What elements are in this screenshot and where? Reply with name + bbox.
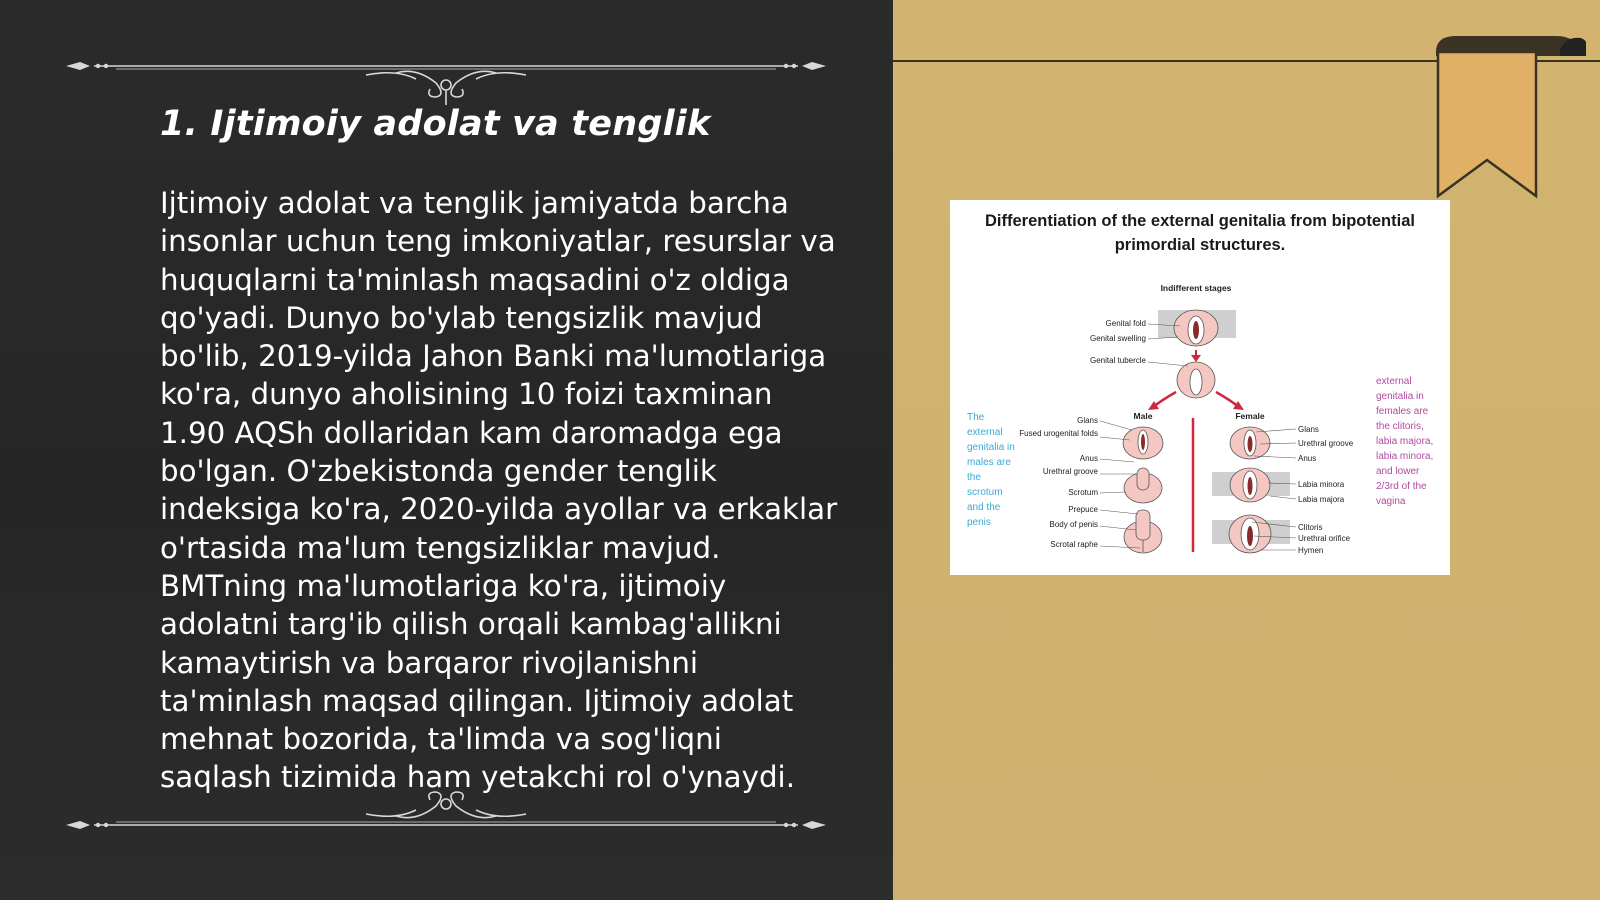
- female-label-urethral-groove: Urethral groove: [1298, 439, 1354, 448]
- male-label-fused-folds: Fused urogenital folds: [1019, 429, 1098, 438]
- stage-label: Indifferent stages: [1160, 283, 1232, 293]
- female-stage-drawings: [1212, 427, 1290, 553]
- label-genital-swelling: Genital swelling: [1089, 334, 1146, 343]
- female-label-hymen: Hymen: [1298, 546, 1324, 555]
- male-label-body-of-penis: Body of penis: [1049, 520, 1098, 529]
- slide-title: 1. Ijtimoiy adolat va tenglik: [160, 104, 711, 144]
- male-stage-drawings: [1123, 427, 1163, 553]
- female-heading: Female: [1235, 411, 1265, 421]
- figure-title: Differentiation of the external genitalia from bipotential primordial structures.: [985, 212, 1415, 254]
- label-genital-tubercle: Genital tubercle: [1089, 356, 1146, 365]
- female-label-anus: Anus: [1298, 454, 1317, 463]
- male-heading: Male: [1133, 411, 1153, 421]
- label-genital-fold: Genital fold: [1105, 319, 1146, 328]
- female-label-urethral-orifice: Urethral orifice: [1298, 534, 1351, 543]
- bookmark-ribbon-icon: [1436, 36, 1586, 201]
- female-label-clitoris: Clitoris: [1298, 523, 1323, 532]
- male-label-anus: Anus: [1079, 454, 1098, 463]
- male-label-scrotum: Scrotum: [1068, 488, 1098, 497]
- slide-body-text: Ijtimoiy adolat va tenglik jamiyatda barcha insonlar uchun teng imkoniyatlar, resurslar va huquqlarni ta'minlash maqsadini o'z oldiga qo'yadi. Dunyo bo'ylab tengsizlik mavjud bo'lib, 2019-yilda Jahon Banki ma'lumotlariga ko'ra, dunyo aholisining 10 foizi taxminan 1.90 AQSh dollaridan kam daromadga ega bo'lgan. O'zbekistonda gender tenglik indeksiga ko'ra, 2020-yilda ayollar va erkaklar o'rtasida ma'lum tengsizliklar mavjud. BMTning ma'lumotlariga ko'ra, ijtimoiy adolatni targ'ib qilish orqali kambag'allikni kamaytirish va barqaror rivojlanishni ta'minlash maqsad qilingan. Ijtimoiy adolat mehnat bozorida, ta'limda va sog'liqni saqlash tizimida ham yetakchi rol o'ynaydi.: [160, 186, 838, 795]
- female-label-labia-minora: Labia minora: [1298, 480, 1345, 489]
- female-label-labia-majora: Labia majora: [1298, 495, 1345, 504]
- male-label-scrotal-raphe: Scrotal raphe: [1050, 540, 1098, 549]
- female-label-glans: Glans: [1298, 425, 1319, 434]
- diagram-illustration: [950, 200, 1450, 575]
- male-label-glans: Glans: [1077, 416, 1098, 425]
- male-label-prepuce: Prepuce: [1068, 505, 1098, 514]
- male-note: The external genitalia in males are the scrotum and the penis: [967, 412, 1015, 528]
- genitalia-diagram-image: [950, 200, 1450, 575]
- top-ornament-divider: [66, 55, 826, 105]
- male-label-urethral-groove: Urethral groove: [1042, 467, 1098, 476]
- indifferent-stage-drawing: [1158, 310, 1236, 398]
- female-note: external genitalia in females are the clitoris, labia majora, labia minora, and lower 2/3rd of the vagina: [1376, 376, 1434, 507]
